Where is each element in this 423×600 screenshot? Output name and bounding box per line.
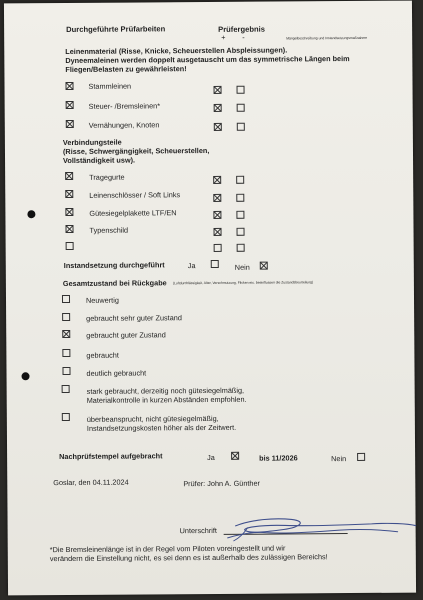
section2-title-line3: Vollständigkeit usw). (63, 155, 136, 166)
overall-label-neuwertig: Neuwertig (85, 295, 119, 305)
minus-box-stammleinen[interactable] (237, 86, 245, 94)
repair-nein-label: Nein (234, 262, 250, 272)
plus-box-guetesiegel[interactable] (213, 211, 221, 219)
section2-title-line2: (Risse, Schwergängigkeit, Scheuerstellen, (62, 146, 210, 157)
checkbox-steuerleinen[interactable] (66, 101, 74, 109)
minus-box-empty-row[interactable] (237, 244, 245, 252)
label-vernaehungen: Vernähungen, Knoten (88, 120, 160, 130)
stamp-ja-checkbox[interactable] (231, 452, 239, 460)
minus-box-tragegurte[interactable] (236, 176, 244, 184)
minus-box-vernaehungen[interactable] (237, 123, 245, 131)
plus-box-stammleinen[interactable] (214, 86, 222, 94)
overall-label-gut: gebraucht guter Zustand (86, 330, 166, 340)
checkbox-empty-row[interactable] (66, 242, 74, 250)
checkbox-vernaehungen[interactable] (66, 120, 74, 128)
stamp-ja-label: Ja (207, 452, 215, 463)
overall-label-sehr-gut: gebraucht sehr guter Zustand (86, 313, 182, 323)
overall-label-ueberbeansprucht: überbeansprucht, nicht gütesiegelmäßig, (86, 413, 219, 424)
label-tragegurte: Tragegurte (89, 172, 125, 182)
section1-title-line3: Fliegen/Belasten zu gewährleisten! (65, 64, 187, 75)
header-col-description: Mängelbeschreibung und Instandsetzungsmaßnahme (286, 35, 368, 41)
minus-box-typenschild[interactable] (237, 228, 245, 236)
overall-note: (Luftdurchlässigkeit, Alter, Verschmutzung, Flicken etc. beeinflussen die Zustandsbeurteilung) (172, 280, 314, 286)
minus-box-steuerleinen[interactable] (237, 104, 245, 112)
stamp-nein-checkbox[interactable] (357, 453, 365, 461)
examiner-name: Prüfer: John A. Günther (183, 478, 260, 489)
plus-box-leinenschloesser[interactable] (213, 194, 221, 202)
footnote-line2: verändern die Einstellung nicht, es sei denn es ist außerhalb des zulässigen Bereichs! (49, 552, 328, 564)
signature-scribble-icon (222, 513, 418, 544)
checkbox-leinenschloesser[interactable] (65, 190, 73, 198)
label-guetesiegel: Gütesiegelplakette LTF/EN (89, 208, 177, 218)
overall-label-stark: stark gebraucht, derzeitig noch gütesiegelmäßig, (86, 385, 245, 396)
label-steuerleinen: Steuer- /Bremsleinen* (88, 101, 161, 111)
minus-box-leinenschloesser[interactable] (236, 194, 244, 202)
checkbox-stammleinen[interactable] (65, 82, 73, 90)
overall-title: Gesamtzustand bei Rückgabe (62, 278, 167, 289)
overall-label-gebraucht: gebraucht (86, 350, 119, 360)
overall-option-stark[interactable] (62, 385, 70, 393)
inspection-form-page (4, 1, 416, 596)
place-date: Goslar, den 04.11.2024 (53, 477, 129, 488)
punch-hole-upper (27, 210, 35, 218)
overall-option-ueberbeansprucht[interactable] (62, 413, 70, 421)
checkbox-typenschild[interactable] (65, 225, 73, 233)
overall-label-ueberbeansprucht-line2: Instandsetzungskosten höher als der Zeitwert. (86, 422, 237, 433)
section1-title-line2: Dyneemaleinen werden doppelt ausgetauscht um das symmetrische Längen beim (65, 54, 350, 66)
repair-ja-label: Ja (187, 261, 196, 271)
minus-box-guetesiegel[interactable] (236, 211, 244, 219)
signature-label: Unterschrift (179, 525, 217, 536)
stamp-label: Nachprüfstempel aufgebracht (59, 451, 163, 462)
overall-option-sehr-gut[interactable] (62, 313, 70, 321)
plus-box-empty-row[interactable] (214, 244, 222, 252)
overall-label-deutlich: deutlich gebraucht (86, 368, 147, 378)
repair-ja-checkbox[interactable] (211, 260, 219, 268)
plus-box-typenschild[interactable] (214, 228, 222, 236)
header-plus: + (221, 32, 226, 42)
overall-option-gut[interactable] (62, 330, 70, 338)
overall-option-neuwertig[interactable] (62, 295, 70, 303)
stamp-nein-label: Nein (331, 454, 347, 464)
footnote-line1: *Die Bremsleinenlänge ist in der Regel vom Piloten voreingestellt und wir (49, 543, 286, 555)
repair-nein-checkbox[interactable] (260, 262, 268, 270)
label-typenschild: Typenschild (89, 225, 129, 235)
stamp-valid-until: bis 11/2026 (259, 453, 298, 463)
header-col-work: Durchgeführte Prüfarbeiten (66, 24, 166, 34)
section1-title-line1: Leinenmaterial (Risse, Knicke, Scheuerstellen Abspleissungen). (65, 45, 288, 57)
plus-box-tragegurte[interactable] (213, 176, 221, 184)
header-minus: - (242, 32, 245, 42)
checkbox-guetesiegel[interactable] (65, 208, 73, 216)
punch-hole-lower (22, 372, 30, 380)
overall-option-deutlich[interactable] (62, 367, 70, 375)
checkbox-tragegurte[interactable] (65, 172, 73, 180)
section2-title-line1: Verbindungsteile (62, 137, 122, 148)
plus-box-vernaehungen[interactable] (214, 123, 222, 131)
plus-box-steuerleinen[interactable] (214, 104, 222, 112)
overall-label-stark-line2: Materialkontrolle in kurzen Abständen empfohlen. (86, 394, 247, 405)
label-stammleinen: Stammleinen (88, 81, 132, 91)
overall-option-gebraucht[interactable] (62, 349, 70, 357)
label-leinenschloesser: Leinenschlösser / Soft Links (89, 190, 181, 200)
repair-label: Instandsetzung durchgeführt (63, 260, 165, 271)
header-col-result: Prüfergebnis (218, 24, 265, 34)
